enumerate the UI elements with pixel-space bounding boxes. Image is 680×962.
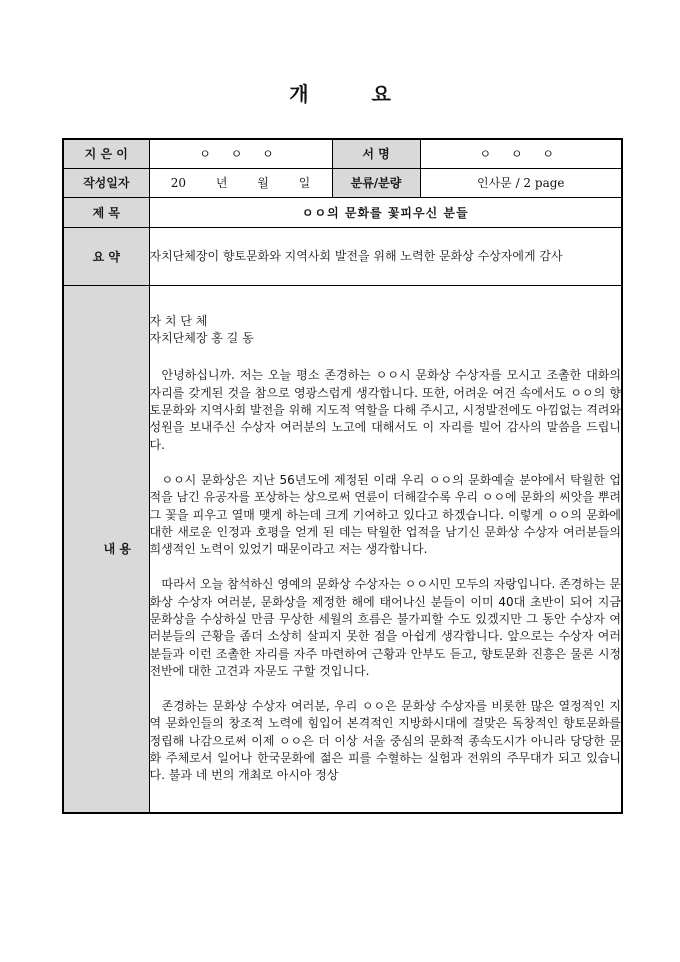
content-body [149,285,622,813]
summary-value: 자치단체장이 향토문화와 지역사회 발전을 위해 노력한 문화상 수상자에게 감사 [149,227,622,285]
author-value: ㅇ ㅇ ㅇ [149,139,332,168]
paragraph-3: 따라서 오늘 참석하신 영예의 문화상 수상자는 ㅇㅇ시민 모두의 자랑입니다. 존경하는 문화상 수상자 여러분, 문화상을 제정한 해에 태어나신 분들이 이미 40대 초반이 되어 지금 문화상을 수상하실 만큼 무상한 세월의 흐름은 불가피할 수도 있겠지만 그 동안 수상자 여러분들의 근황을 좀더 소상히 살피지 못한 점을 아쉽게 생각합니다. 앞으로는 수상자 여러분들과 이런 조촐한 자리를 자주 마련하여 근황과 안부도 듣고, 향토문화 진흥은 물론 시정전반에 대한 고견과 자문도 구할 것입니다. [149,577,621,678]
date-label: 작성일자 [63,168,149,197]
outline-table [62,138,623,814]
recipient-name: 자치단체장 홍 길 동 [149,331,254,346]
subject-label: 제 목 [63,197,149,227]
subject-row [63,197,622,227]
date-row [63,168,622,197]
signer-value: ㅇ ㅇ ㅇ [420,139,622,168]
category-value: 인사문 / 2 page [420,168,622,197]
date-value: 20 년 월 일 [149,168,332,197]
summary-row [63,227,622,285]
category-label: 분류/분량 [332,168,420,197]
page-title: 개 요 [289,82,419,106]
paragraph-1: 안녕하십니까. 저는 오늘 평소 존경하는 ㅇㅇ시 문화상 수상자를 모시고 조촐한 대화의 자리를 갖게된 것을 참으로 영광스럽게 생각합니다. 또한, 어려운 여건 속에서도 ㅇㅇ의 향토문화와 지역사회 발전을 위해 지도적 역할을 다해 주시고, 시정발전에도 아낌없는 격려와 성원을 보내주신 수상자 여러분의 노고에 대해서도 이 자리를 빌어 감사의 말씀을 드립니다. [149,368,621,452]
paragraph-2: ㅇㅇ시 문화상은 지난 56년도에 제정된 이래 우리 ㅇㅇ의 문화예술 분야에서 탁월한 업적을 남긴 유공자를 포상하는 상으로써 연륜이 더해갈수록 우리 ㅇㅇ에 문화의 씨앗을 뿌려 그 꽃을 피우고 열매 맺게 하는데 크게 기여하고 있다고 하겠습니다. 이렇게 ㅇㅇ의 문화에 대한 새로운 인정과 호평을 얻게 된 데는 탁월한 업적을 남기신 문화상 수상자 여러분들의 희생적인 노력이 있었기 때문이라고 저는 생각합니다. [149,472,621,557]
summary-label: 요 약 [63,227,149,285]
signer-label: 서 명 [332,139,420,168]
author-label: 지 은 이 [63,139,149,168]
author-row [63,139,622,168]
content-label: 내 용 [63,285,149,813]
paragraph-4: 존경하는 문화상 수상자 여러분, 우리 ㅇㅇ은 문화상 수상자를 비롯한 많은 열정적인 지역 문화인들의 창조적 노력에 힘입어 본격적인 지방화시대에 걸맞은 독창적인 향토문화를 정립해 나감으로써 이제 ㅇㅇ은 더 이상 서울 중심의 문화적 종속도시가 아니라 당당한 문화 주체로서 일어나 한국문화에 젊은 피를 수혈하는 실험과 전위의 주무대가 되고 있습니다. 불과 네 번의 개최로 아시아 정상 [149,699,621,783]
content-row [63,285,622,813]
subject-value: ㅇㅇ의 문화를 꽃피우신 분들 [149,197,622,227]
recipient-org: 자 치 단 체 [149,313,208,328]
